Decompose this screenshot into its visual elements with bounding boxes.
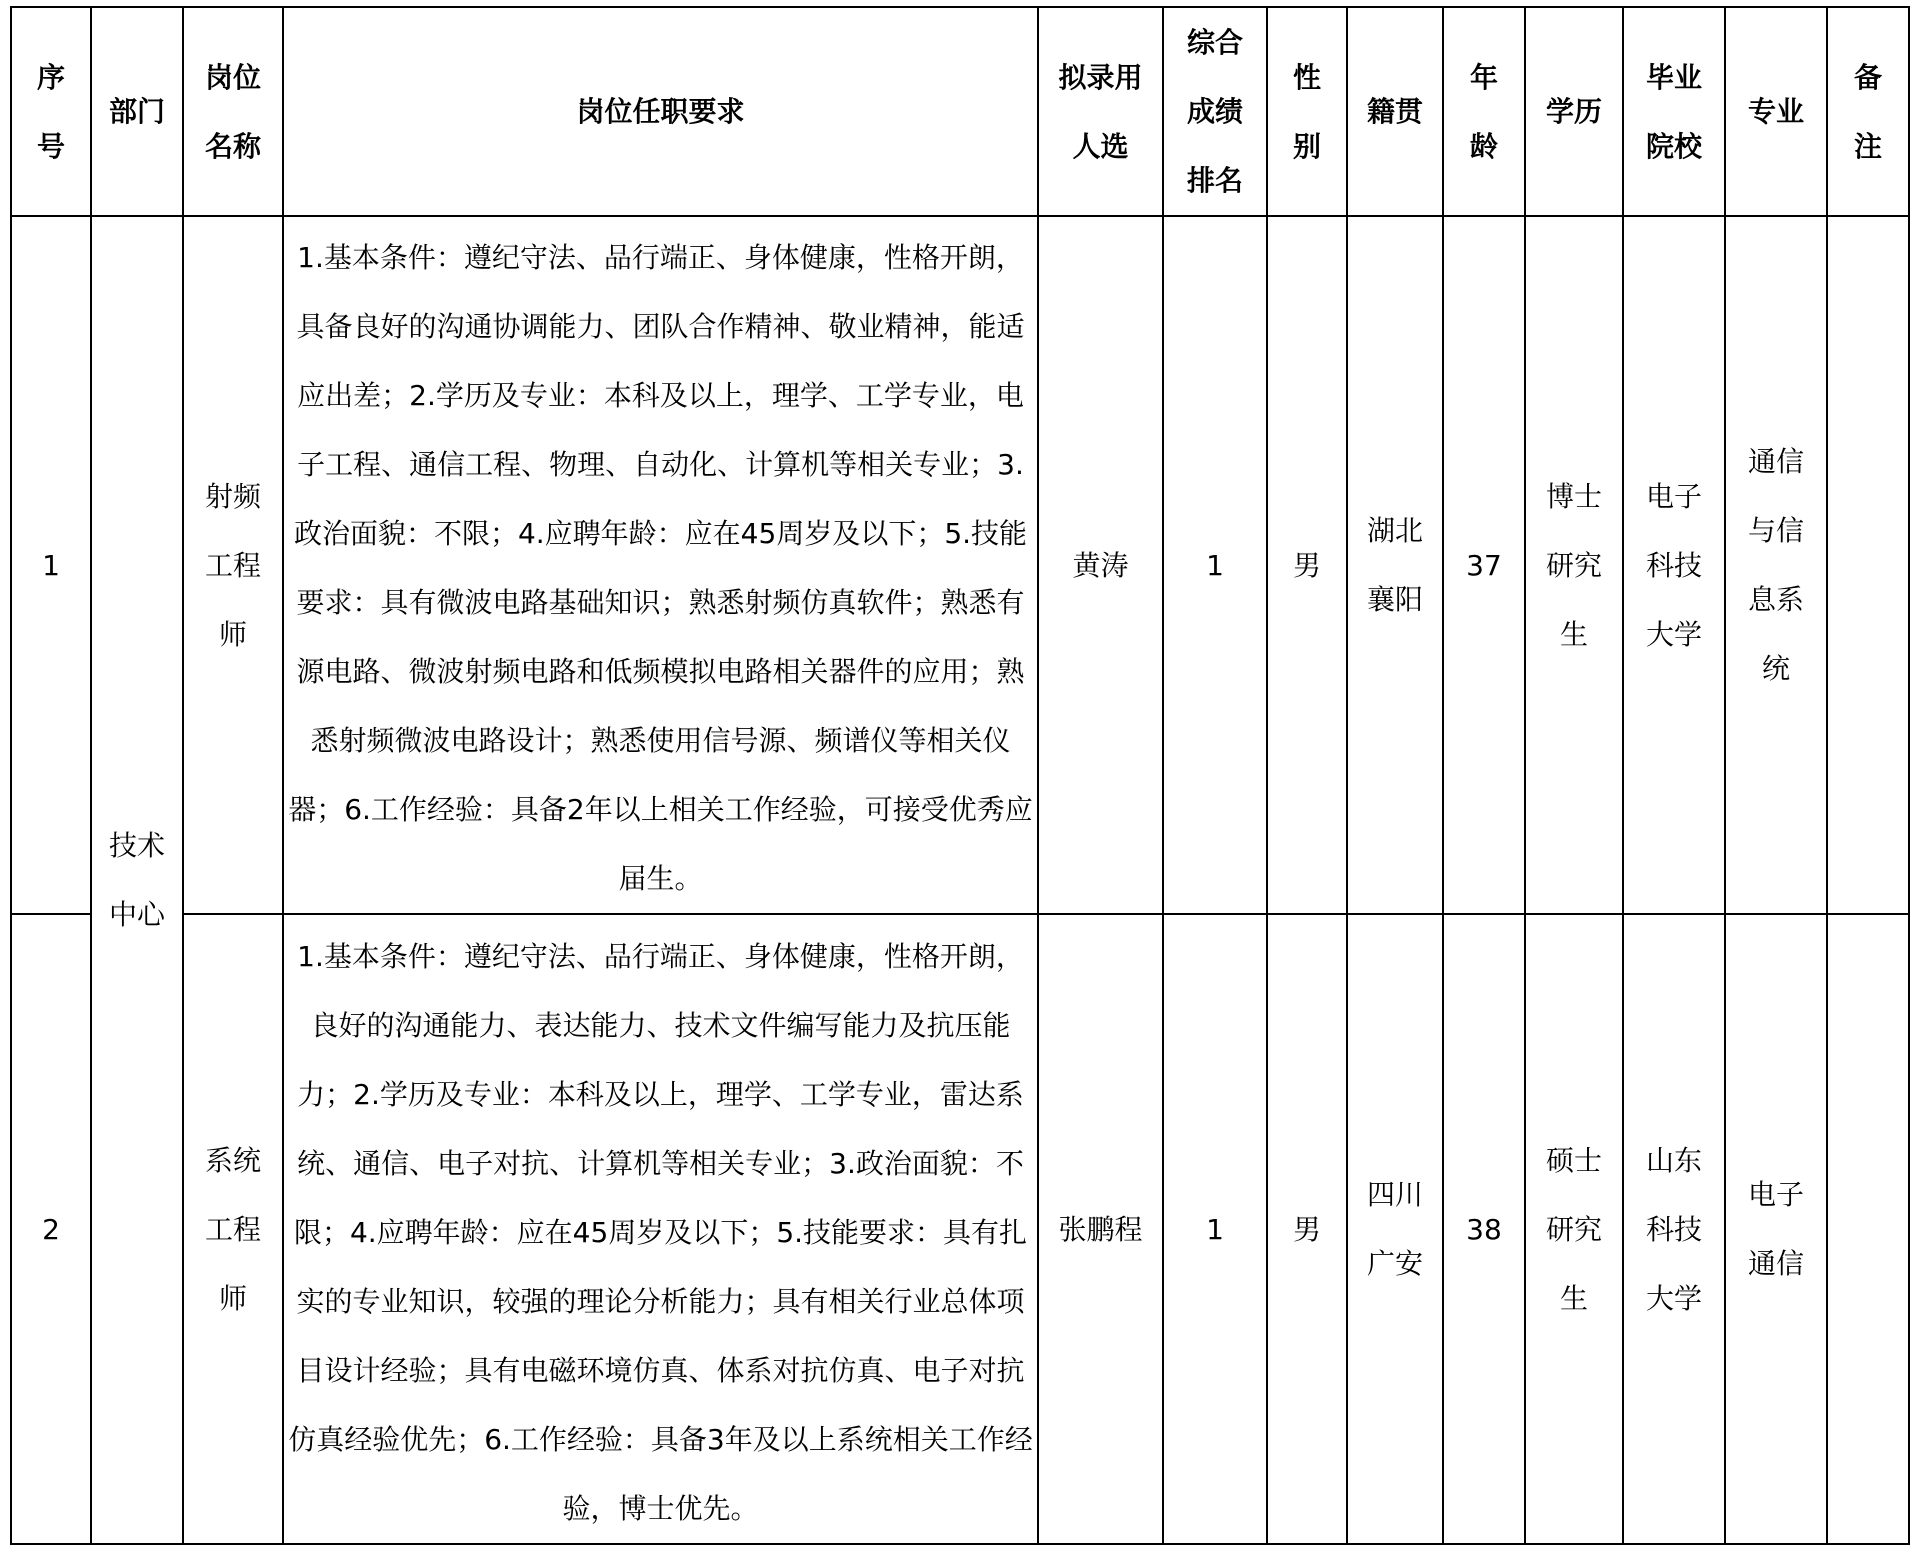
header-school: 毕业院校 bbox=[1623, 7, 1725, 216]
cell-position: 射频工程师 bbox=[183, 216, 283, 914]
header-dept: 部门 bbox=[91, 7, 183, 216]
cell-note bbox=[1827, 914, 1909, 1544]
cell-department: 技术中心 bbox=[91, 216, 183, 1544]
cell-note bbox=[1827, 216, 1909, 914]
cell-major: 通信与信息系统 bbox=[1725, 216, 1827, 914]
cell-education: 硕士研究生 bbox=[1525, 914, 1623, 1544]
header-requirements: 岗位任职要求 bbox=[283, 7, 1038, 216]
header-gender: 性别 bbox=[1267, 7, 1347, 216]
cell-origin: 湖北襄阳 bbox=[1347, 216, 1443, 914]
header-note: 备注 bbox=[1827, 7, 1909, 216]
header-age: 年龄 bbox=[1443, 7, 1525, 216]
cell-rank: 1 bbox=[1163, 914, 1267, 1544]
cell-seq: 1 bbox=[11, 216, 91, 914]
header-origin: 籍贯 bbox=[1347, 7, 1443, 216]
header-seq: 序号 bbox=[11, 7, 91, 216]
cell-age: 37 bbox=[1443, 216, 1525, 914]
cell-gender: 男 bbox=[1267, 216, 1347, 914]
cell-age: 38 bbox=[1443, 914, 1525, 1544]
cell-school: 山东科技大学 bbox=[1623, 914, 1725, 1544]
header-major: 专业 bbox=[1725, 7, 1827, 216]
header-row bbox=[11, 7, 1909, 216]
cell-candidate: 黄涛 bbox=[1038, 216, 1163, 914]
cell-education: 博士研究生 bbox=[1525, 216, 1623, 914]
cell-requirements: 1.基本条件：遵纪守法、品行端正、身体健康，性格开朗，良好的沟通能力、表达能力、技术文件编写能力及抗压能力；2.学历及专业：本科及以上，理学、工学专业，雷达系统、通信、电子对抗、计算机等相关专业；3.政治面貌：不限；4.应聘年龄：应在45周岁及以下；5.技能要求：具有扎实的专业知识，较强的理论分析能力；具有相关行业总体项目设计经验；具有电磁环境仿真、体系对抗仿真、电子对抗仿真经验优先；6.工作经验：具备3年及以上系统相关工作经验，博士优先。 bbox=[283, 914, 1038, 1544]
header-education: 学历 bbox=[1525, 7, 1623, 216]
cell-requirements: 1.基本条件：遵纪守法、品行端正、身体健康，性格开朗，具备良好的沟通协调能力、团队合作精神、敬业精神，能适应出差；2.学历及专业：本科及以上，理学、工学专业，电子工程、通信工程、物理、自动化、计算机等相关专业；3.政治面貌：不限；4.应聘年龄：应在45周岁及以下；5.技能要求：具有微波电路基础知识；熟悉射频仿真软件；熟悉有源电路、微波射频电路和低频模拟电路相关器件的应用；熟悉射频微波电路设计；熟悉使用信号源、频谱仪等相关仪器；6.工作经验：具备2年以上相关工作经验，可接受优秀应届生。 bbox=[283, 216, 1038, 914]
header-position: 岗位名称 bbox=[183, 7, 283, 216]
header-rank: 综合成绩排名 bbox=[1163, 7, 1267, 216]
cell-rank: 1 bbox=[1163, 216, 1267, 914]
header-candidate: 拟录用人选 bbox=[1038, 7, 1163, 216]
recruitment-table bbox=[10, 6, 1910, 1545]
table-row bbox=[11, 216, 1909, 914]
cell-position: 系统工程师 bbox=[183, 914, 283, 1544]
cell-school: 电子科技大学 bbox=[1623, 216, 1725, 914]
cell-candidate: 张鹏程 bbox=[1038, 914, 1163, 1544]
cell-seq: 2 bbox=[11, 914, 91, 1544]
cell-origin: 四川广安 bbox=[1347, 914, 1443, 1544]
cell-major: 电子通信 bbox=[1725, 914, 1827, 1544]
cell-gender: 男 bbox=[1267, 914, 1347, 1544]
table-row bbox=[11, 914, 1909, 1544]
